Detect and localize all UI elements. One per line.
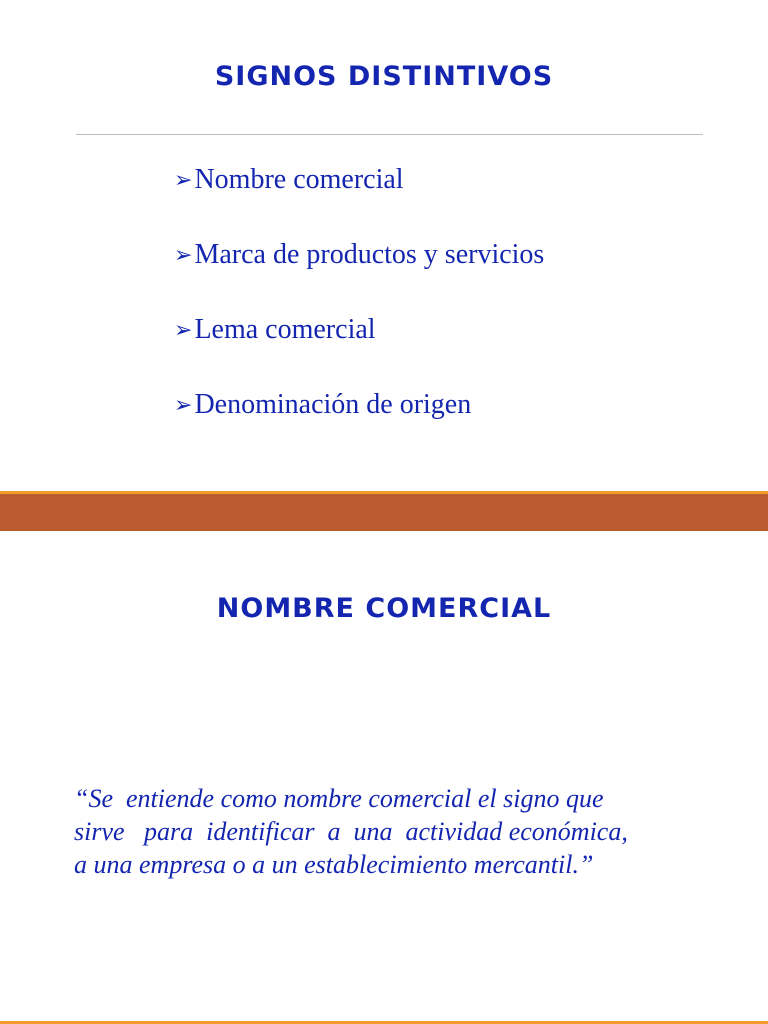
- list-item: [174, 386, 544, 423]
- slide-title: NOMBRE COMERCIAL: [216, 593, 552, 624]
- title-divider: [76, 134, 703, 135]
- arrowhead-bullet-icon: ➢: [174, 242, 193, 267]
- arrowhead-bullet-icon: ➢: [174, 317, 193, 342]
- slide-separator-band: [0, 491, 768, 531]
- list-item: [174, 311, 544, 348]
- quote-line: a una empresa o a un establecimiento mercantil.”: [74, 850, 594, 879]
- bullet-list: [174, 161, 544, 461]
- slide-title: SIGNOS DISTINTIVOS: [214, 61, 554, 92]
- list-item-label: Lema comercial: [194, 314, 376, 345]
- list-item: [174, 236, 544, 273]
- arrowhead-bullet-icon: ➢: [174, 167, 193, 192]
- quote-line: “Se entiende como nombre comercial el signo que: [74, 784, 604, 813]
- slide-signos-distintivos: [0, 0, 768, 491]
- definition-quote: [74, 782, 628, 881]
- list-item-label: Nombre comercial: [194, 164, 404, 195]
- list-item-label: Marca de productos y servicios: [194, 239, 545, 270]
- slide-nombre-comercial: [0, 531, 768, 1024]
- list-item: [174, 161, 544, 198]
- list-item-label: Denominación de origen: [194, 389, 472, 420]
- quote-line: sirve para identificar a una actividad económica,: [74, 817, 628, 846]
- arrowhead-bullet-icon: ➢: [174, 392, 193, 417]
